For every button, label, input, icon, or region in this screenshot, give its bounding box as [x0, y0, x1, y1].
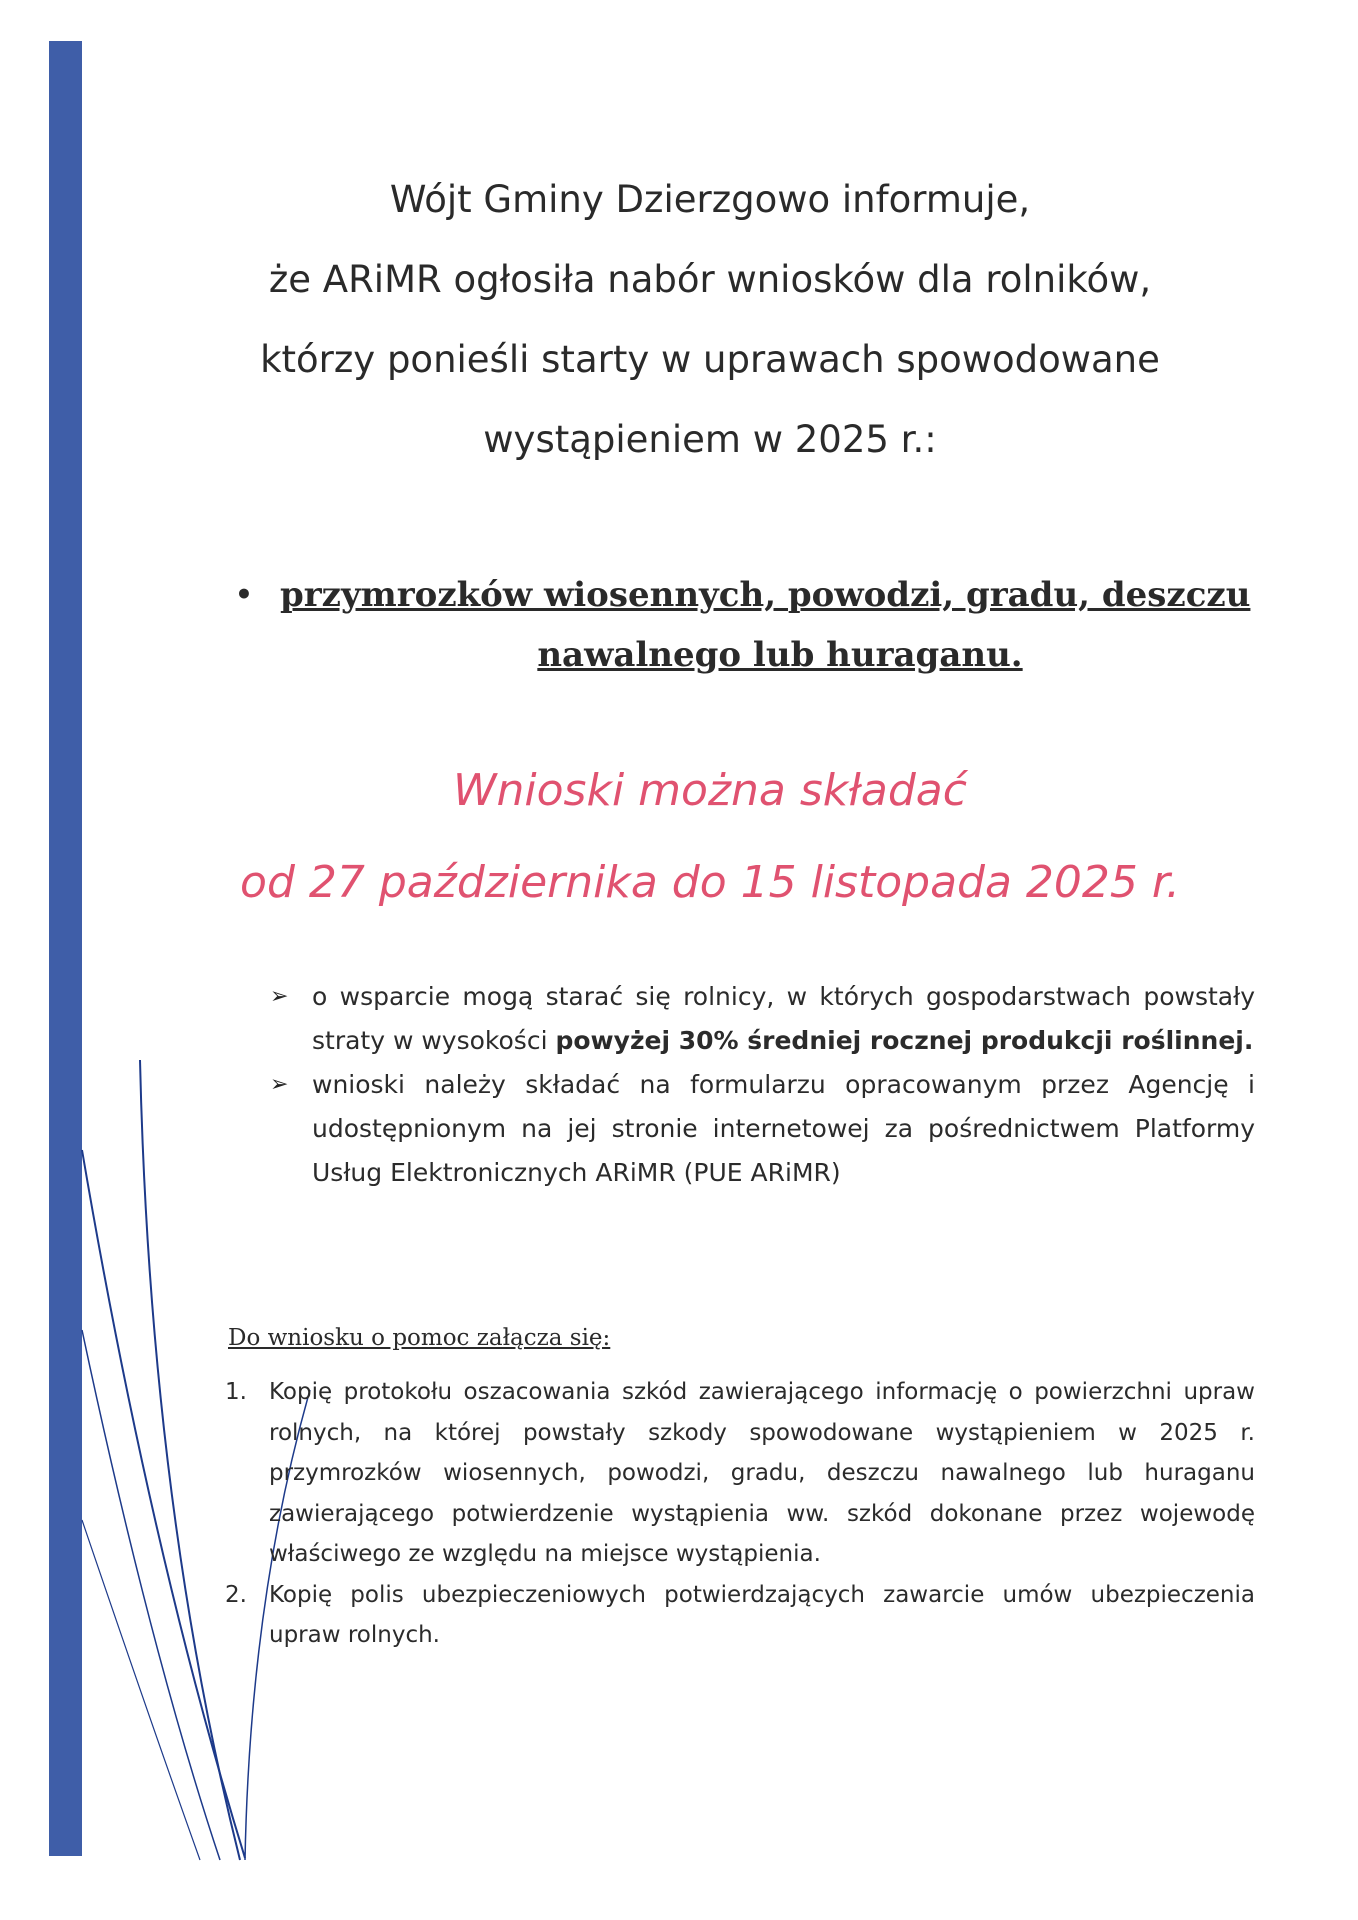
eligibility-info-list	[270, 975, 1255, 1195]
info-item-support	[270, 975, 1255, 1063]
deadline-line-2: od 27 października do 15 listopada 2025 r.	[240, 857, 1180, 908]
bullet-icon: •	[235, 578, 253, 611]
deco-curve-5	[82, 1520, 200, 1860]
attachments-title: Do wniosku o pomoc załącza się:	[228, 1325, 611, 1351]
info-item-1-text: o wsparcie mogą starać się rolnicy, w których gospodarstwach powstały straty w wysokości	[312, 982, 1255, 1055]
info-item-1-bold: powyżej 30% średniej rocznej produkcji roślinnej.	[555, 1026, 1254, 1055]
attachment-text: Kopię polis ubezpieczeniowych potwierdzających zawarcie umów ubezpieczenia upraw rolnych.	[269, 1581, 1255, 1648]
hazard-line-2: nawalnego lub huraganu.	[537, 635, 1023, 675]
header-line-4: wystąpieniem w 2025 r.:	[483, 418, 937, 461]
header-line-3: którzy ponieśli starty w uprawach spowodowane	[260, 338, 1160, 381]
arrow-bullet-icon: ➢	[270, 984, 289, 1009]
deadline-line-1: Wnioski można składać	[453, 765, 967, 816]
deco-curve-2	[82, 1150, 245, 1858]
info-item-form	[270, 1063, 1255, 1195]
hazard-line-1: przymrozków wiosennych, powodzi, gradu, deszczu	[280, 575, 1251, 615]
deco-curve-3	[82, 1330, 220, 1860]
attachment-text: Kopię protokołu oszacowania szkód zawierającego informację o powierzchni upraw rolnych, na której powstały szkody spowodowane wystąpieniem w 2025 r. przymrozków wiosennych, powodzi, gradu, deszczu nawalnego lub huraganu zawierającego potwierdzenie wystąpienia ww. szkód dokonane przez wojewodę właściwego ze względu na miejsce wystąpienia.	[269, 1379, 1255, 1567]
hazard-line-2-wrap	[220, 625, 1260, 685]
info-item-2-text: wnioski należy składać na formularzu opracowanym przez Agencję i udostępnionym na jej stronie internetowej za pośrednictwem Platformy Usług Elektronicznych ARiMR (PUE ARiMR)	[312, 1070, 1255, 1187]
header-line-2: że ARiMR ogłosiła nabór wniosków dla rolników,	[268, 258, 1152, 301]
header-announcement	[160, 160, 1260, 480]
header-line-1: Wójt Gminy Dzierzgowo informuje,	[389, 178, 1031, 221]
decorative-side-bar	[49, 41, 82, 1856]
attachment-number: 1.	[225, 1379, 247, 1405]
attachment-item	[225, 1575, 1255, 1656]
attachment-number: 2.	[225, 1581, 247, 1608]
arrow-bullet-icon: ➢	[270, 1072, 289, 1097]
deadline-notice	[160, 745, 1260, 929]
attachment-item	[225, 1372, 1255, 1575]
attachments-list	[225, 1372, 1255, 1656]
